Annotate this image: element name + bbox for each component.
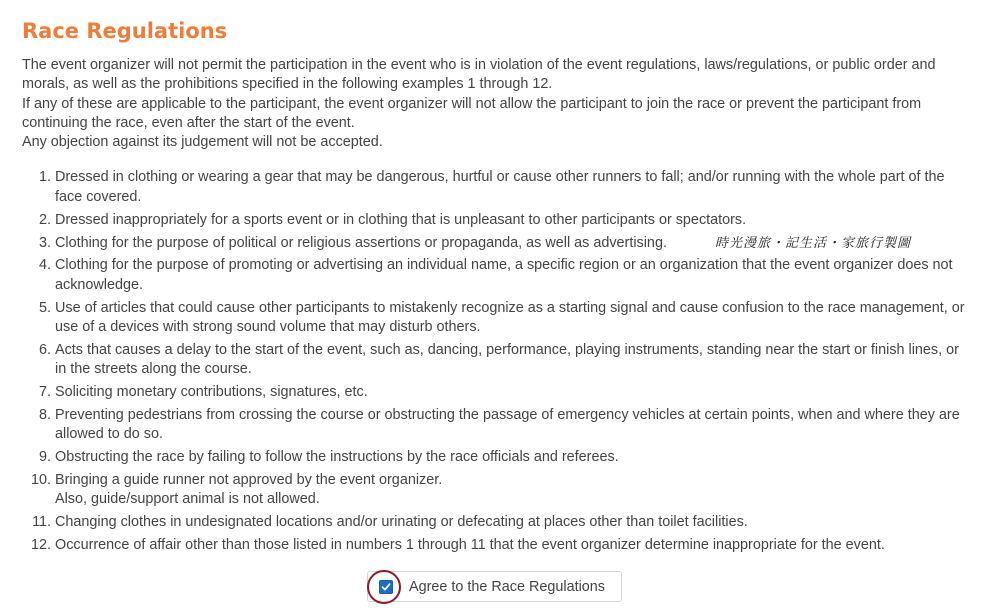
rule-item <box>22 536 972 555</box>
rule-item <box>22 513 972 532</box>
rule-item <box>22 256 972 295</box>
rule-number: 2. <box>38 211 51 228</box>
rule-text: Use of articles that could cause other participants to mistakenly recognize as a starting signal and cause confusion to the race management, or use of a devices with strong sound volume that may disturb others. <box>55 299 965 335</box>
watermark-text: 時光漫旅・記生活・家旅行製圖 <box>715 236 912 251</box>
rules-list <box>22 168 972 555</box>
rule-number: 11. <box>32 514 51 531</box>
rule-text-line2: Also, guide/support animal is not allowed. <box>55 491 320 508</box>
rule-item <box>22 211 972 230</box>
rule-text: Dressed inappropriately for a sports event or in clothing that is unpleasant to other participants or spectators. <box>55 211 747 228</box>
rule-item <box>22 383 972 402</box>
rule-text: Soliciting monetary contributions, signatures, etc. <box>55 384 368 401</box>
rule-number: 7. <box>38 384 51 401</box>
page-title: Race Regulations <box>22 19 228 43</box>
rule-number: 5. <box>38 299 51 316</box>
rule-item <box>22 168 972 207</box>
rule-item <box>22 406 972 445</box>
rule-text: Preventing pedestrians from crossing the course or obstructing the passage of emergency vehicles at certain points, when and where they are allowed to do so. <box>55 406 960 443</box>
rule-number: 4. <box>38 257 51 274</box>
intro-paragraph-1: The event organizer will not permit the participation in the event who is in violation of the event regulations, laws/regulations, or public order and morals, as well as the prohibitions specified in the following examples 1 through 12. <box>22 57 936 93</box>
intro-paragraph-2: If any of these are applicable to the participant, the event organizer will not allow the participant to join the race or prevent the participant from continuing the race, even after the start of the event. <box>22 95 922 131</box>
rule-text: Clothing for the purpose of political or religious assertions or propaganda, as well as advertising. <box>55 234 667 251</box>
rule-number: 3. <box>38 234 51 251</box>
rule-item <box>22 471 972 510</box>
rule-text: Obstructing the race by failing to follow the instructions by the race officials and referees. <box>55 449 619 466</box>
rule-text: Bringing a guide runner not approved by the event organizer. <box>55 471 443 488</box>
rule-text: Occurrence of affair other than those listed in numbers 1 through 11 that the event organizer determine inappropriate for the event. <box>55 537 885 554</box>
rule-text: Dressed in clothing or wearing a gear that may be dangerous, hurtful or cause other runners to fall; and/or running with the whole part of the face covered. <box>55 169 945 205</box>
agree-label: Agree to the Race Regulations <box>409 579 605 595</box>
rule-number: 10. <box>30 471 51 488</box>
rule-text: Acts that causes a delay to the start of the event, such as, dancing, performance, playing instruments, standing near the start or finish lines, or in the streets along the course. <box>55 341 959 378</box>
agree-regulations-control[interactable] <box>367 571 622 602</box>
rule-number: 6. <box>38 341 51 358</box>
rule-item <box>22 448 972 467</box>
rule-item <box>22 341 972 380</box>
rule-text: Changing clothes in undesignated locations and/or urinating or defecating at places other than toilet facilities. <box>55 514 748 531</box>
rule-number: 1. <box>38 169 51 186</box>
rule-item <box>22 299 972 338</box>
regulations-section <box>22 16 972 559</box>
agree-checkbox[interactable] <box>379 580 393 594</box>
intro-text <box>22 56 972 152</box>
rule-number: 8. <box>38 406 51 423</box>
intro-paragraph-3: Any objection against its judgement will not be accepted. <box>22 134 383 151</box>
rule-number: 9. <box>38 449 51 466</box>
rule-number: 12. <box>30 537 51 554</box>
rule-text: Clothing for the purpose of promoting or advertising an individual name, a specific region or an organization that the event organizer does not acknowledge. <box>55 257 953 293</box>
checkmark-icon <box>381 582 391 592</box>
